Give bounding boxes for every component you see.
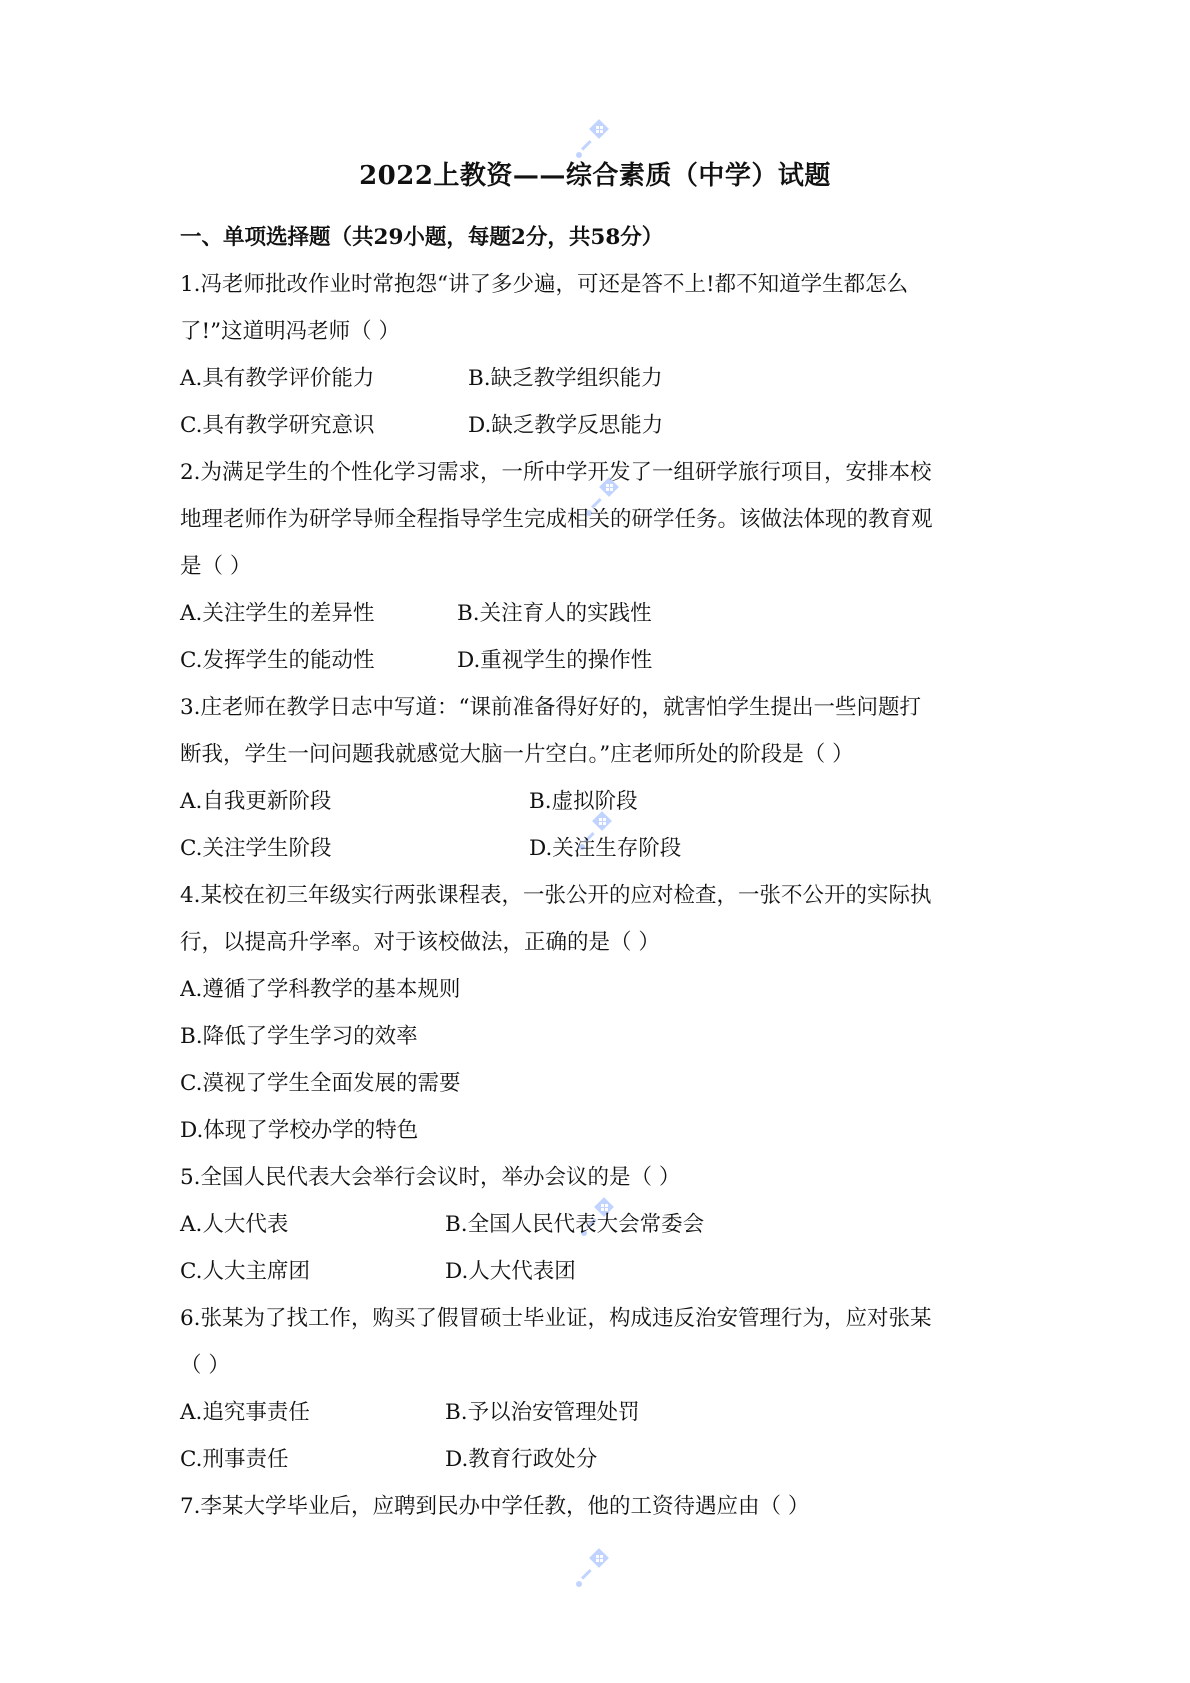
option-c: C.刑事责任: [180, 1447, 289, 1472]
question-text: （ ）: [180, 1353, 230, 1378]
question-text: 1.冯老师批改作业时常抱怨“讲了多少遍，可还是答不上!都不知道学生都怎么: [180, 272, 909, 297]
option-c: C.漠视了学生全面发展的需要: [180, 1071, 461, 1096]
options-row: [180, 1436, 1022, 1483]
question-text: 2.为满足学生的个性化学习需求，一所中学开发了一组研学旅行项目，安排本校: [180, 460, 932, 485]
option-d: D.教育行政处分: [445, 1447, 598, 1472]
option-d: D.人大代表团: [445, 1259, 576, 1284]
option-d: D.缺乏教学反思能力: [468, 413, 664, 438]
question-text: 6.张某为了找工作，购买了假冒硕士毕业证，构成违反治安管理行为，应对张某: [180, 1306, 932, 1331]
option-d: D.体现了学校办学的特色: [180, 1118, 419, 1143]
document-body: [180, 214, 1022, 1530]
question-text: 是（ ）: [180, 554, 252, 579]
option-c: C.发挥学生的能动性: [180, 648, 375, 673]
question-text: 断我，学生一问问题我就感觉大脑一片空白。”庄老师所处的阶段是（ ）: [180, 742, 854, 767]
options-row: [180, 778, 1022, 825]
question-1: [180, 261, 1022, 449]
option-b: B.关注育人的实践性: [457, 601, 652, 626]
option-b: B.予以治安管理处罚: [445, 1400, 640, 1425]
question-5: [180, 1154, 1022, 1295]
question-text: 5.全国人民代表大会举行会议时，举办会议的是（ ）: [180, 1165, 681, 1190]
option-a: A.自我更新阶段: [180, 789, 332, 814]
option-a: A.关注学生的差异性: [180, 601, 375, 626]
question-text: 了!”这道明冯老师（ ）: [180, 319, 400, 344]
option-c: C.人大主席团: [180, 1259, 311, 1284]
question-text: 4.某校在初三年级实行两张课程表，一张公开的应对检查，一张不公开的实际执: [180, 883, 932, 908]
option-a: A.具有教学评价能力: [180, 366, 375, 391]
options-row: [180, 590, 1022, 637]
question-3: [180, 684, 1022, 872]
option-b: B.缺乏教学组织能力: [468, 366, 663, 391]
watermark-logo-icon: [570, 1547, 614, 1591]
options-row: [180, 1201, 1022, 1248]
question-2: [180, 449, 1022, 684]
question-text: 行，以提高升学率。对于该校做法，正确的是（ ）: [180, 930, 660, 955]
option-a: A.遵循了学科教学的基本规则: [180, 977, 461, 1002]
option-d: D.重视学生的操作性: [457, 648, 653, 673]
options-row: [180, 402, 1022, 449]
option-b: B.全国人民代表大会常委会: [445, 1212, 705, 1237]
option-a: A.追究事责任: [180, 1400, 310, 1425]
options-row: [180, 637, 1022, 684]
options-row: [180, 1248, 1022, 1295]
question-7: [180, 1483, 1022, 1530]
question-4: [180, 872, 1022, 1154]
option-c: C.具有教学研究意识: [180, 413, 375, 438]
question-text: 3.庄老师在教学日志中写道：“课前准备得好好的，就害怕学生提出一些问题打: [180, 695, 922, 720]
document-title: 2022上教资——综合素质（中学）试题: [359, 161, 831, 191]
option-c: C.关注学生阶段: [180, 836, 332, 861]
section-heading: 一、单项选择题（共29小题，每题2分，共58分）: [180, 225, 664, 250]
watermark-logo-icon: [570, 118, 614, 162]
question-text: 7.李某大学毕业后，应聘到民办中学任教，他的工资待遇应由（ ）: [180, 1494, 810, 1519]
option-d: D.关注生存阶段: [529, 836, 682, 861]
option-a: A.人大代表: [180, 1212, 289, 1237]
options-row: [180, 825, 1022, 872]
options-row: [180, 1389, 1022, 1436]
question-6: [180, 1295, 1022, 1483]
question-text: 地理老师作为研学导师全程指导学生完成相关的研学任务。该做法体现的教育观: [180, 507, 933, 532]
option-b: B.降低了学生学习的效率: [180, 1024, 418, 1049]
options-row: [180, 355, 1022, 402]
option-b: B.虚拟阶段: [529, 789, 638, 814]
